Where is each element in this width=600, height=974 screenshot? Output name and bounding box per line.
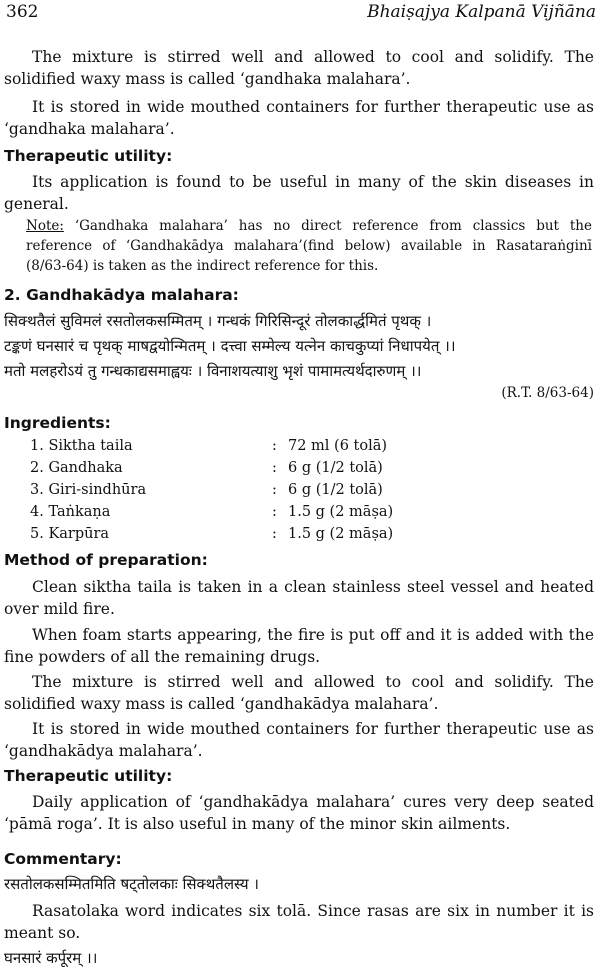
ingredient-colon: :	[272, 438, 277, 454]
paragraph: The mixture is stirred well and allowed to cool and solidify. The solidified waxy mass is called ‘gandhakādya malahara’.	[4, 673, 594, 713]
ingredient-name: 5. Karpūra	[30, 526, 110, 542]
ingredient-quantity: 6 g (1/2 tolā)	[288, 460, 383, 476]
ingredient-colon: :	[272, 460, 277, 476]
note-label: Note:	[26, 218, 64, 234]
ingredient-row	[30, 504, 550, 524]
ingredient-name: 1. Siktha taila	[30, 438, 133, 454]
ingredient-quantity: 1.5 g (2 māṣa)	[288, 526, 394, 542]
section-heading: Ingredients:	[4, 414, 111, 432]
paragraph: Rasatolaka word indicates six tolā. Since rasas are six in number it is meant so.	[4, 902, 594, 942]
page-number: 362	[6, 2, 39, 22]
paragraph: The mixture is stirred well and allowed to cool and solidify. The solidified waxy mass is called ‘gandhaka malahara’.	[4, 48, 594, 88]
ingredient-quantity: 6 g (1/2 tolā)	[288, 482, 383, 498]
section-heading: Commentary:	[4, 850, 122, 868]
sanskrit-verse-line: सिक्थतैलं सुविमलं रसतोलकसम्मितम् । गन्धकं गिरिसिन्दूरं तोलकार्द्धमितं पृथक् ।	[4, 312, 432, 330]
ingredient-name: 4. Taṅkaṇa	[30, 504, 111, 520]
ingredient-name: 2. Gandhaka	[30, 460, 123, 476]
paragraph: Daily application of ‘gandhakādya malahara’ cures very deep seated ‘pāmā roga’. It is also useful in many of the minor skin ailments.	[4, 793, 594, 833]
ingredient-colon: :	[272, 482, 277, 498]
section-heading: Therapeutic utility:	[4, 147, 173, 165]
section-heading: Therapeutic utility:	[4, 767, 173, 785]
section-heading: 2. Gandhakādya malahara:	[4, 286, 239, 304]
ingredient-colon: :	[272, 504, 277, 520]
ingredient-row	[30, 460, 550, 480]
ingredient-quantity: 72 ml (6 tolā)	[288, 438, 388, 454]
ingredient-colon: :	[272, 526, 277, 542]
paragraph: Clean siktha taila is taken in a clean stainless steel vessel and heated over mild fire.	[4, 578, 594, 618]
ingredient-row	[30, 438, 550, 458]
note-block	[26, 216, 592, 276]
paragraph: It is stored in wide mouthed containers for further therapeutic use as ‘gandhakādya malahara’.	[4, 720, 594, 760]
running-title: Bhaiṣajya Kalpanā Vijñāna	[367, 2, 596, 22]
sanskrit-verse-line: मतो मलहरोऽयं तु गन्धकाद्यसमाह्वयः । विनाशयत्याशु भृशं पामामत्यर्थदारुणम् ।।	[4, 362, 422, 380]
sanskrit-commentary-line: रसतोलकसम्मितमिति षट्तोलकाः सिक्थतैलस्य ।	[4, 875, 259, 893]
ingredient-name: 3. Giri-sindhūra	[30, 482, 147, 498]
sanskrit-verse-line: टङ्कणं घनसारं च पृथक् माषद्वयोन्मितम् । दत्त्वा सम्मेल्य यत्नेन काचकुप्यां निधापयेत् ।।	[4, 337, 456, 355]
paragraph: When foam starts appearing, the fire is put off and it is added with the fine powders of all the remaining drugs.	[4, 626, 594, 666]
note-text: ‘Gandhaka malahara’ has no direct reference from classics but the reference of ‘Gandhakādya malahara’(find below) available in Rasataraṅginī (8/63-64) is taken as the indirect reference for this.	[26, 218, 592, 274]
paragraph: Its application is found to be useful in many of the skin diseases in general.	[4, 173, 594, 213]
sanskrit-commentary-line: घनसारं कर्पूरम् ।।	[4, 949, 98, 967]
ingredient-row	[30, 482, 550, 502]
section-heading: Method of preparation:	[4, 551, 208, 569]
verse-reference: (R.T. 8/63-64)	[501, 385, 594, 401]
ingredient-quantity: 1.5 g (2 māṣa)	[288, 504, 394, 520]
ingredient-row	[30, 526, 550, 546]
paragraph: It is stored in wide mouthed containers for further therapeutic use as ‘gandhaka malahara’.	[4, 98, 594, 138]
